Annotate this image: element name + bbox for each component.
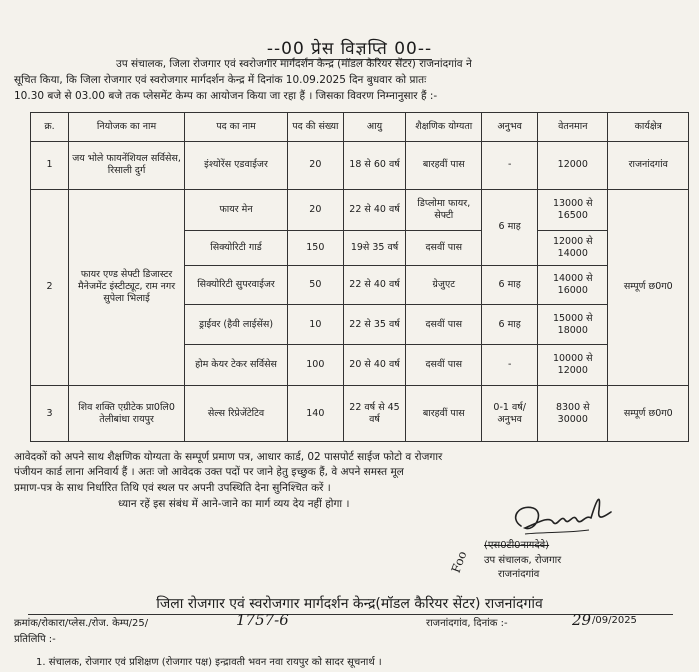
table-row	[31, 386, 689, 442]
experience-cell: -	[482, 142, 538, 190]
office-title: जिला रोजगार एवं स्वरोजगार मार्गदर्शन केन्द्र(मॉडल कैरियर सेंटर) राजनांदगांव	[156, 596, 543, 612]
age-cell: 22 से 40 वर्ष	[343, 189, 406, 230]
date-month-year: /09/2025	[592, 615, 637, 626]
age-cell: 22 से 35 वर्ष	[343, 305, 406, 344]
education-cell: बारहवीं पास	[406, 386, 482, 442]
vacancy-table	[30, 112, 689, 442]
education-cell: दसवीं पास	[406, 305, 482, 344]
note-line-4: ध्यान रहें इस संबंध में आने-जाने का मार्ग व्यय देय नहीं होगा ।	[118, 498, 350, 510]
header-salary: वेतनमान	[538, 113, 608, 142]
copy-to-item: 1. संचालक, रोजगार एवं प्रशिक्षण (रोजगार पक्ष) इन्द्रावती भवन नवा रायपुर को सादर सूचनार्थ ।	[36, 657, 382, 668]
intro-line-1: उप संचालक, जिला रोजगार एवं स्वरोजगार मार्गदर्शन केन्द्र (मॉडल कैरियर सेंटर) राजनांदगांव ने	[116, 58, 472, 70]
header-employer: नियोजक का नाम	[68, 113, 184, 142]
employer-cell: फायर एण्ड सेफ्टी डिजास्टर मैनेजमेंट इंस्टीट्यूट, राम नगर सुपेला भिलाई	[68, 189, 184, 386]
serial-cell: 2	[31, 189, 69, 386]
salary-cell: 12000 से 14000	[538, 230, 608, 265]
work-area-cell: सम्पूर्ण छ0ग0	[608, 386, 689, 442]
post-cell: फायर मेन	[185, 189, 288, 230]
table-row	[31, 189, 689, 230]
age-cell: 18 से 60 वर्ष	[343, 142, 406, 190]
age-cell: 20 से 40 वर्ष	[343, 344, 406, 385]
place-date-label: राजनांदगांव, दिनांक :-	[426, 618, 508, 629]
post-cell: सेल्स रिप्रेजेंटेटिव	[185, 386, 288, 442]
age-cell: 19से 35 वर्ष	[343, 230, 406, 265]
experience-cell: 6 माह	[482, 266, 538, 305]
handwritten-mark: Foo	[448, 549, 470, 575]
post-cell: ड्राईवर (हैवी लाईसेंस)	[185, 305, 288, 344]
signatory-designation: उप संचालक, रोजगार	[484, 555, 562, 566]
post-cell: इंश्योरेंस एडवाईजर	[185, 142, 288, 190]
serial-cell: 3	[31, 386, 69, 442]
age-cell: 22 वर्ष से 45 वर्ष	[343, 386, 406, 442]
intro-line-3: 10.30 बजे से 03.00 बजे तक प्लेसमेंट केम्प का आयोजन किया जा रहा हैं । जिसका विवरण निम्नानुसार हैं :-	[14, 90, 438, 102]
date-day: 29	[572, 611, 592, 629]
serial-cell: 1	[31, 142, 69, 190]
count-cell: 50	[287, 266, 343, 305]
post-cell: सिक्योरिटी सुपरवाईजर	[185, 266, 288, 305]
table-row	[31, 142, 689, 190]
intro-line-2: सूचित किया, कि जिला रोजगार एवं स्वरोजगार मार्गदर्शन केन्द्र में दिनांक 10.09.2025 दिन बुधवार को प्रातः	[14, 74, 427, 86]
education-cell: दसवीं पास	[406, 344, 482, 385]
experience-cell: 6 माह	[482, 189, 538, 266]
count-cell: 140	[287, 386, 343, 442]
signatory-name: (एस0टी0नागदेवे)	[484, 540, 550, 551]
reference-number: 1757-6	[236, 611, 289, 629]
table-header-row	[31, 113, 689, 142]
salary-cell: 13000 से 16500	[538, 189, 608, 230]
count-cell: 20	[287, 189, 343, 230]
post-cell: सिक्योरिटी गार्ड	[185, 230, 288, 265]
education-cell: दसवीं पास	[406, 230, 482, 265]
press-release-title-text: --00 प्रेस विज्ञप्ति 00--	[266, 39, 433, 59]
salary-cell: 15000 से 18000	[538, 305, 608, 344]
salary-cell: 10000 से 12000	[538, 344, 608, 385]
count-cell: 20	[287, 142, 343, 190]
note-line-3: प्रमाण-पत्र के साथ निर्धारित तिथि एवं स्थल पर अपनी उपस्थिति देना सुनिश्चित करें ।	[14, 482, 331, 494]
salary-cell: 14000 से 16000	[538, 266, 608, 305]
post-cell: होम केयर टेकर सर्विसेस	[185, 344, 288, 385]
count-cell: 100	[287, 344, 343, 385]
employer-cell: शिव शक्ति एग्रीटेक प्रा0लि0 तेलीबांधा रायपुर	[68, 386, 184, 442]
education-cell: डिप्लोमा फायर, सेफ्टी	[406, 189, 482, 230]
experience-cell: 0-1 वर्ष/ अनुभव	[482, 386, 538, 442]
count-cell: 10	[287, 305, 343, 344]
employer-cell: जय भोले फायनेंशियल सर्विसेस, रिसाली दुर्ग	[68, 142, 184, 190]
experience-cell: -	[482, 344, 538, 385]
note-line-1: आवेदकों को अपने साथ शैक्षणिक योग्यता के सम्पूर्ण प्रमाण पत्र, आधार कार्ड, 02 पासपोर्ट साईज फोटो व रोजगार	[14, 451, 443, 463]
header-work-area: कार्यक्षेत्र	[608, 113, 689, 142]
header-age: आयु	[343, 113, 406, 142]
note-line-2: पंजीयन कार्ड लाना अनिवार्य हैं । अतः जो आवेदक उक्त पदों पर जाने हेतु इच्छुक हैं, वे अपने समस्त मूल	[14, 466, 404, 478]
header-experience: अनुभव	[482, 113, 538, 142]
salary-cell: 8300 से 30000	[538, 386, 608, 442]
salary-cell: 12000	[538, 142, 608, 190]
age-cell: 22 से 40 वर्ष	[343, 266, 406, 305]
header-serial: क्र.	[31, 113, 69, 142]
count-cell: 150	[287, 230, 343, 265]
work-area-cell: सम्पूर्ण छ0ग0	[608, 189, 689, 386]
education-cell: ग्रेजुएट	[406, 266, 482, 305]
experience-cell: 6 माह	[482, 305, 538, 344]
signatory-place: राजनांदगांव	[498, 569, 540, 580]
work-area-cell: राजनांदगांव	[608, 142, 689, 190]
header-education: शैक्षणिक योग्यता	[406, 113, 482, 142]
header-post: पद का नाम	[185, 113, 288, 142]
reference-label: क्रमांक/रोकारा/प्लेस./रोज. केम्प/25/	[14, 618, 149, 629]
education-cell: बारहवीं पास	[406, 142, 482, 190]
header-count: पद की संख्या	[287, 113, 343, 142]
copy-to-label: प्रतिलिपि :-	[14, 634, 56, 645]
